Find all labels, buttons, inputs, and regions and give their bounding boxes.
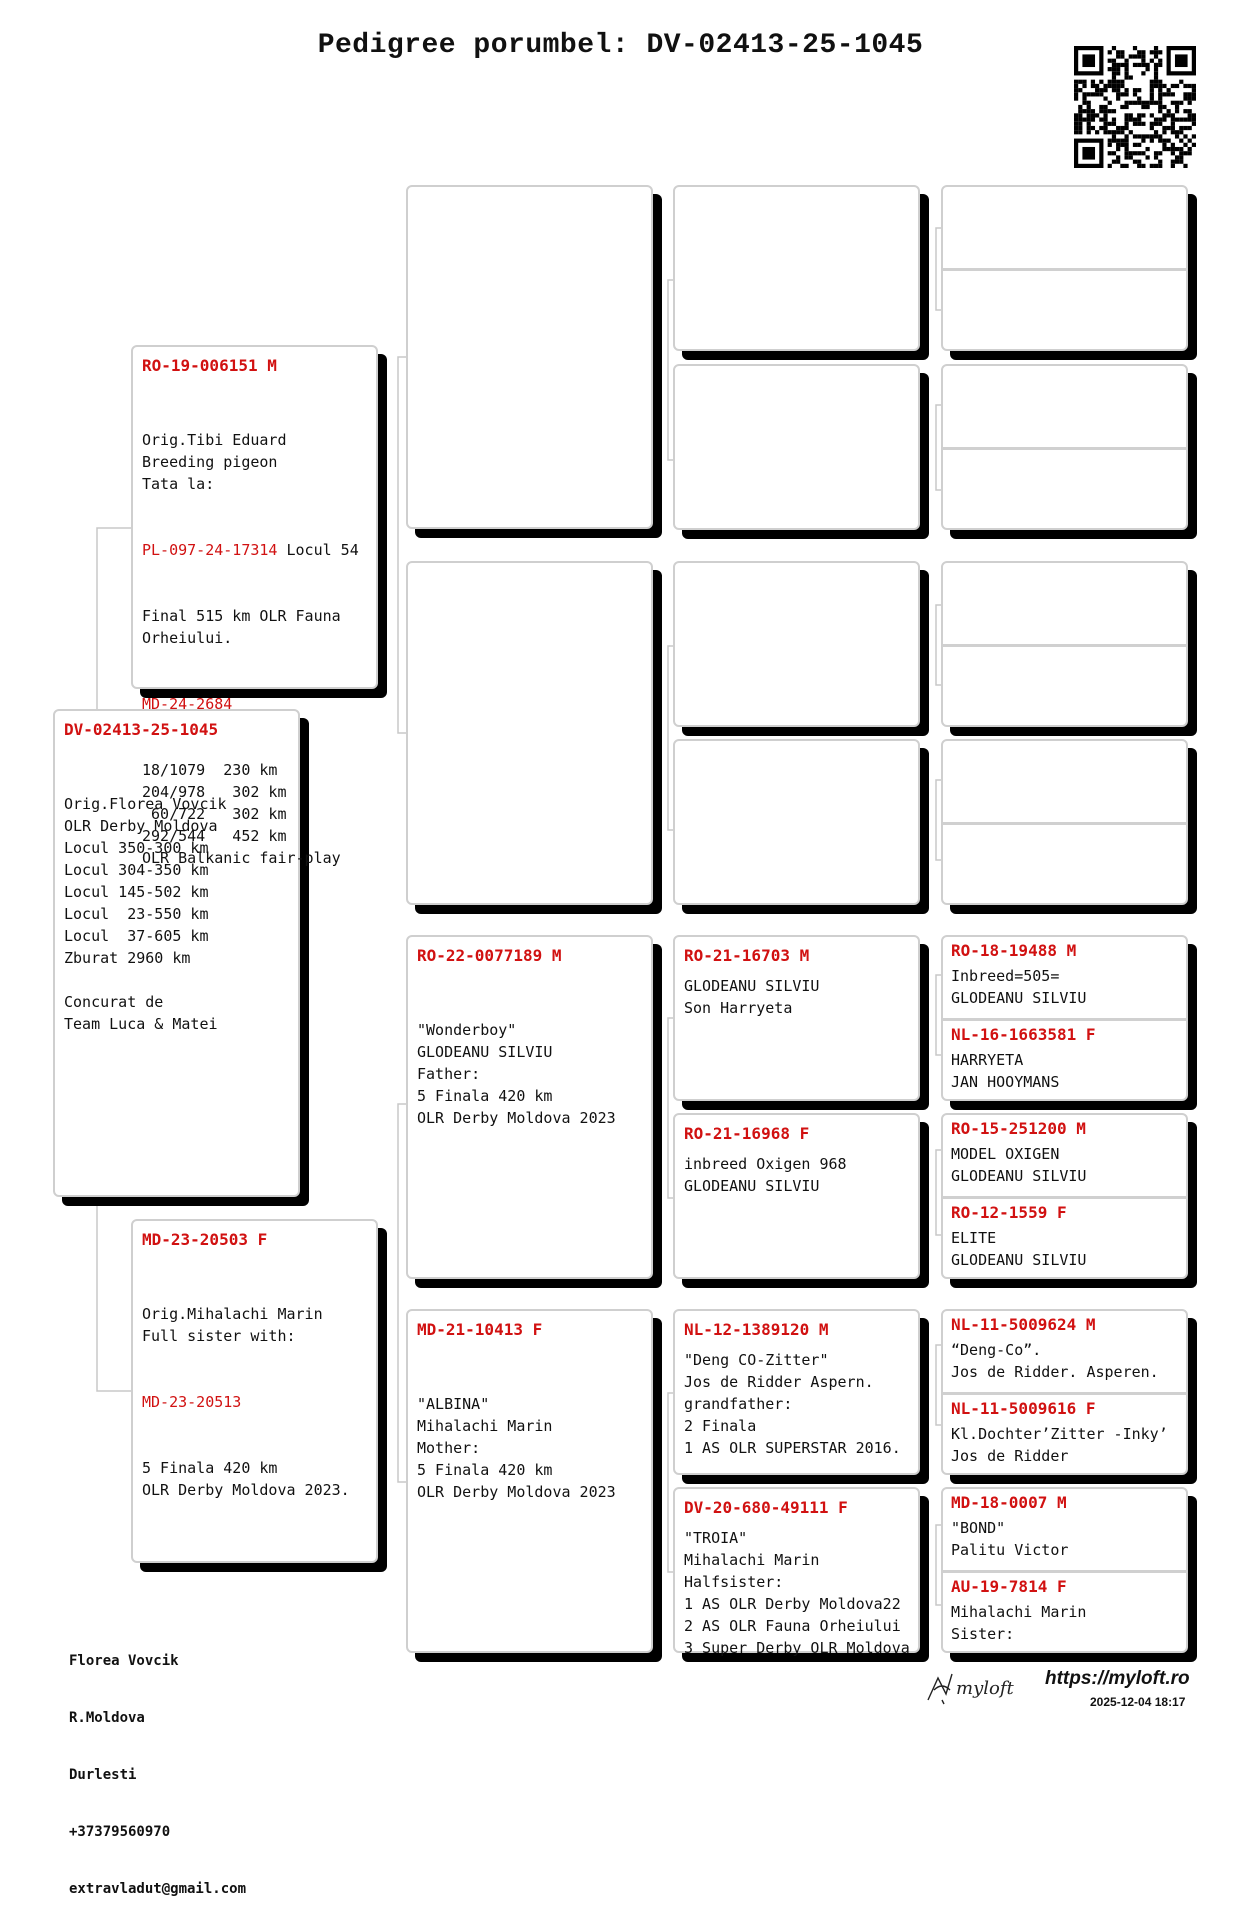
- sire-dam-card[interactable]: [406, 561, 653, 905]
- owner-contact: [69, 1614, 246, 1918]
- g3-card-4[interactable]: DV-20-680-49111 F "TROIA" Mihalachi Marin Halfsister: 1 AS OLR Derby Moldova22 2 AS OLR Fauna Orheiului 3 Super Derby OLR Moldova: [673, 1487, 920, 1653]
- g4-empty-card[interactable]: [941, 185, 1188, 351]
- g4-card-pair-4[interactable]: MD-18-0007 M "BOND" Palitu Victor AU-19-7814 F Mihalachi Marin Sister:: [941, 1487, 1188, 1653]
- owner-country: R.Moldova: [69, 1710, 145, 1726]
- subject-notes: Orig.Florea Vovcik OLR Derby Moldova Locul 350-300 km Locul 304-350 km Locul 145-502 km Locul 23-550 km Locul 37-605 km Zburat 2960 km Concurat de Team Luca & Matei: [64, 795, 227, 1033]
- subject-ring: DV-02413-25-1045: [64, 720, 219, 739]
- dam-card[interactable]: [131, 1219, 378, 1563]
- dam-dam-ring: MD-21-10413 F: [417, 1320, 543, 1339]
- g3-empty-card[interactable]: [673, 739, 920, 905]
- dam-dam-card[interactable]: MD-21-10413 F "ALBINA" Mihalachi Marin Mother: 5 Finala 420 km OLR Derby Moldova 2023: [406, 1309, 653, 1653]
- g4-empty-card[interactable]: [941, 739, 1188, 905]
- generated-timestamp: 2025-12-04 18:17: [1090, 1695, 1186, 1709]
- sire-sire-card[interactable]: [406, 185, 653, 529]
- owner-name: Florea Vovcik: [69, 1653, 179, 1669]
- dam-sibling-ring-link[interactable]: MD-23-20513: [142, 1393, 242, 1411]
- g4-card-pair-2[interactable]: RO-15-251200 M MODEL OXIGEN GLODEANU SILVIU RO-12-1559 F ELITE GLODEANU SILVIU: [941, 1113, 1188, 1279]
- dam-sire-card[interactable]: RO-22-0077189 M "Wonderboy" GLODEANU SILVIU Father: 5 Finala 420 km OLR Derby Moldova 2023: [406, 935, 653, 1279]
- g4-empty-card[interactable]: [941, 561, 1188, 727]
- dam-notes: Orig.Mihalachi Marin Full sister with: MD-23-20513 5 Finala 420 km OLR Derby Moldova 2023.: [142, 1259, 367, 1545]
- g3-empty-card[interactable]: [673, 364, 920, 530]
- g3-empty-card[interactable]: [673, 561, 920, 727]
- owner-phone: +37379560970: [69, 1824, 171, 1840]
- page-title: Pedigree porumbel: DV-02413-25-1045: [317, 30, 924, 61]
- qr-code-icon: [1074, 46, 1196, 168]
- sire-offspring-ring-link-2[interactable]: MD-24-2684: [142, 695, 233, 713]
- brand-url-link[interactable]: https://myloft.ro: [1045, 1668, 1190, 1689]
- g3-card-1[interactable]: RO-21-16703 M GLODEANU SILVIU Son Harryeta: [673, 935, 920, 1101]
- g3-card-2[interactable]: RO-21-16968 F inbreed Oxigen 968 GLODEANU SILVIU: [673, 1113, 920, 1279]
- sire-offspring-ring-link[interactable]: PL-097-24-17314: [142, 541, 278, 559]
- myloft-logo-icon: [922, 1664, 1052, 1708]
- g4-card-pair-3[interactable]: NL-11-5009624 M “Deng-Co”. Jos de Ridder. Asperen. NL-11-5009616 F Kl.Dochter’Zitter -Inky’ Jos de Ridder: [941, 1309, 1188, 1475]
- g4-empty-card[interactable]: [941, 364, 1188, 530]
- dam-sire-ring: RO-22-0077189 M: [417, 946, 562, 965]
- g3-card-3[interactable]: NL-12-1389120 M "Deng CO-Zitter" Jos de Ridder Aspern. grandfather: 2 Finala 1 AS OLR SUPERSTAR 2016.: [673, 1309, 920, 1475]
- brand-name: myloft: [956, 1678, 1014, 1699]
- owner-city: Durlesti: [69, 1767, 137, 1783]
- g3-empty-card[interactable]: [673, 185, 920, 351]
- g4-card-pair-1[interactable]: RO-18-19488 M Inbreed=505= GLODEANU SILVIU NL-16-1663581 F HARRYETA JAN HOOYMANS: [941, 935, 1188, 1101]
- sire-ring: RO-19-006151 M: [142, 356, 277, 375]
- sire-notes: Orig.Tibi Eduard Breeding pigeon Tata la: PL-097-24-17314 Locul 54 Final 515 km OLR Fauna Orheiului. MD-24-2684 18/1079 230 km 204/978 302 km 60/722 302 km 292/544 452 km OLR Balkanic fair-play: [142, 385, 367, 913]
- owner-email: extravladut@gmail.com: [69, 1881, 247, 1897]
- dam-ring: MD-23-20503 F: [142, 1230, 268, 1249]
